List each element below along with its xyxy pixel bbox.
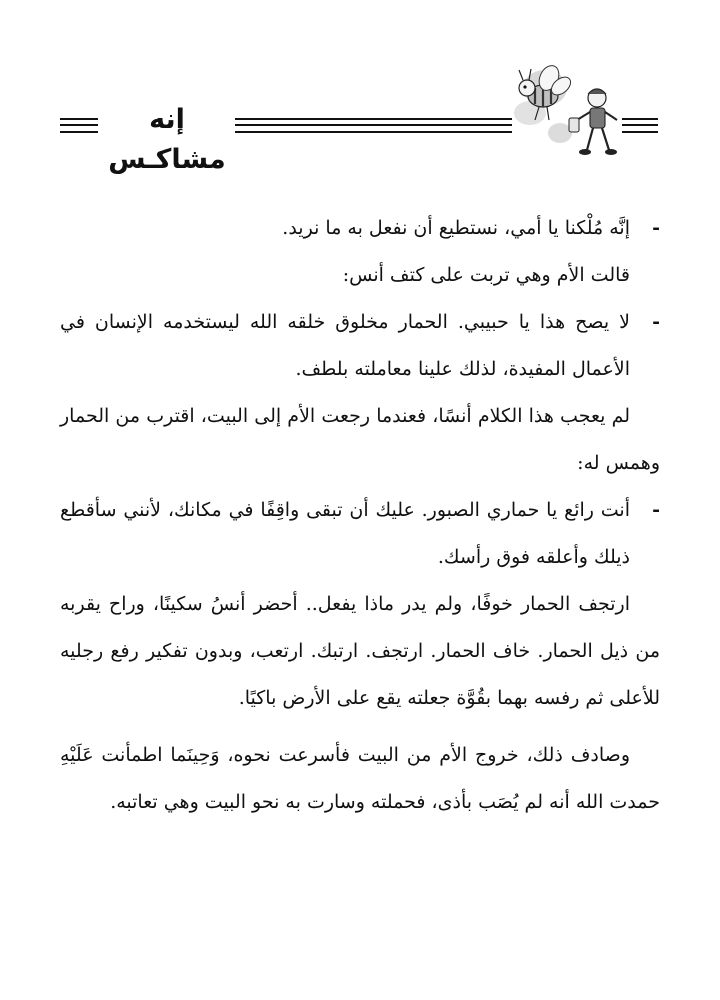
dialogue-text: لا يصح هذا يا حبيبي. الحمار مخلوق خلقه الله ليستخدمه الإنسان في الأعمال المفيدة، لذلك علينا معاملته بلطف. [60,311,630,380]
dialogue-item [60,205,660,252]
dash-bullet: - [652,499,660,521]
boy-icon [569,89,617,155]
narration-paragraph: لم يعجب هذا الكلام أنسًا، فعندما رجعت الأم إلى البيت، اقترب من الحمار وهمس له: [60,405,660,474]
dash-bullet: - [652,217,660,239]
narration-line: قالت الأم وهي تربت على كتف أنس: [342,264,630,286]
dash-bullet: - [652,311,660,333]
dialogue-text: أنت رائع يا حماري الصبور. عليك أن تبقى واقِفًا في مكانك، لأنني سأقطع ذيلك وأعلقه فوق رأسك. [60,499,630,568]
decorative-rule-middle [235,118,512,133]
decorative-rule-right [622,118,658,133]
narration-paragraph: وصادف ذلك، خروج الأم من البيت فأسرعت نحوه، وَحِينَما اطمأنت عَلَيْهِ حمدت الله أنه لم يُصَب بأذى، فحملته وسارت به نحو البيت وهي تعاتبه. [60,744,660,813]
dialogue-item [60,487,660,581]
story-text [60,205,660,826]
dialogue-text: إنَّه مُلْكنا يا أمي، نستطيع أن نفعل به ما نريد. [282,217,630,239]
boy-and-bee-illustration [505,58,630,168]
narration-paragraph: ارتجف الحمار خوفًا، ولم يدر ماذا يفعل.. أحضر أنسُ سكينًا، وراح يقربه من ذيل الحمار. خاف الحمار. ارتجف. ارتبك. ارتعب، وبدون تفكير رفع رجليه للأعلى ثم رفسه بهما بقُوَّة جعلته يقع على الأرض باكيًا. [60,593,660,709]
decorative-rule-left [60,118,98,133]
chapter-header [0,58,720,175]
dialogue-item [60,299,660,393]
chapter-title: إنه مشاكـس [108,104,226,175]
